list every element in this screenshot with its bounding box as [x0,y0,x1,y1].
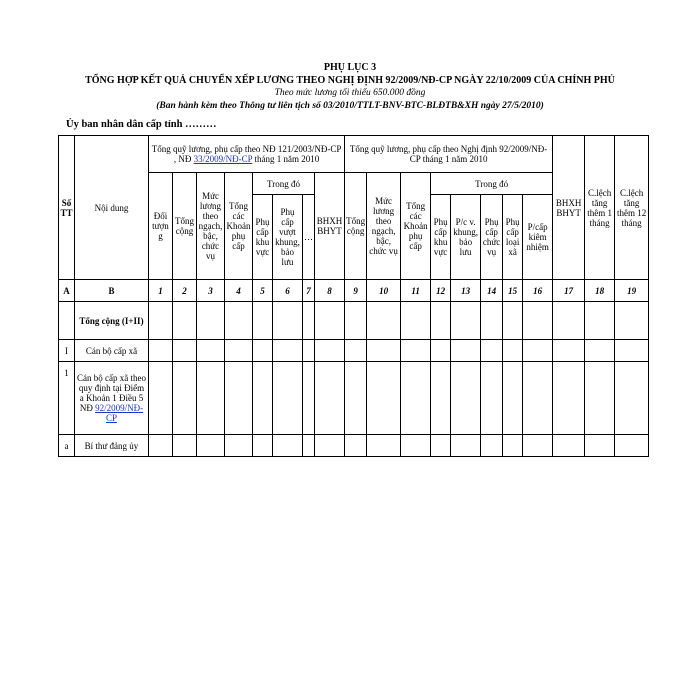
row-content: Tổng cộng (I+II) [75,302,149,340]
group2-header: Tổng quỹ lương, phụ cấp theo Nghị định 92/2009/NĐ-CP tháng 1 năm 2010 [345,136,553,173]
col-stt-header: Số TT [59,136,75,280]
col-commune-type-2: Phụ cấp loại xã [503,195,523,280]
index-cell: 15 [503,280,523,302]
col-salary-2: Mức lương theo ngạch, bậc, chức vụ [367,173,401,280]
col-total-2: Tổng cộng [345,173,367,280]
index-cell: 19 [615,280,649,302]
index-cell: 3 [197,280,225,302]
table-row [59,302,649,340]
col-allowances-1: Tổng các Khoản phụ cấp [225,173,253,280]
of-which-1: Trong đó [253,173,315,195]
col-diff-12-months: C.lệch tăng thêm 12 tháng [615,136,649,280]
index-cell: 5 [253,280,273,302]
col-salary-1: Mức lương theo ngạch, bậc, chức vụ [197,173,225,280]
col-regional-1: Phụ cấp khu vực [253,195,273,280]
of-which-2: Trong đó [431,173,553,195]
group1-text-end: tháng 1 năm 2010 [252,154,320,164]
index-cell: B [75,280,149,302]
row-content-text: Cán bộ cấp xã theo quy định tại Điểm a Khoản 1 Điều 5 NĐ [77,373,146,413]
index-cell: 11 [401,280,431,302]
col-etc-1: … [303,195,315,280]
document-subtitle: Theo mức lương tối thiểu 650.000 đồng [274,88,426,98]
col-insurance-1: BHXH BHYT [315,173,345,280]
index-cell: 10 [367,280,401,302]
index-cell: 17 [553,280,585,302]
table-row [59,340,649,362]
index-cell: 12 [431,280,451,302]
col-concurrent-2: P/cấp kiêm nhiệm [523,195,553,280]
index-cell: 7 [303,280,315,302]
table-row [59,435,649,457]
row-stt: a [59,435,75,457]
row-stt [59,302,75,340]
col-over-frame-1: Phụ cấp vượt khung, bảo lưu [273,195,303,280]
group1-header [149,136,345,173]
index-cell: 16 [523,280,553,302]
index-cell: 13 [451,280,481,302]
row-stt: 1 [59,362,75,435]
col-total-1: Tổng cộng [173,173,197,280]
decree-92-link[interactable]: 92/2009/NĐ-CP [95,403,144,423]
index-cell: 2 [173,280,197,302]
row-content: Cán bộ cấp xã [75,340,149,362]
index-cell: A [59,280,75,302]
index-cell: 9 [345,280,367,302]
decree-33-link[interactable]: 33/2009/NĐ-CP [193,154,253,164]
index-cell: 8 [315,280,345,302]
agency-line: Ủy ban nhân dân cấp tỉnh ……… [66,119,217,130]
row-content [75,362,149,435]
col-regional-2: Phụ cấp khu vực [431,195,451,280]
document-title: TỔNG HỢP KẾT QUẢ CHUYỂN XẾP LƯƠNG THEO NGHỊ ĐỊNH 92/2009/NĐ-CP NGÀY 22/10/2009 CỦA CHÍNH PHỦ [85,75,615,86]
col-insurance-2: BHXH BHYT [553,136,585,280]
row-content: Bí thư đảng ủy [75,435,149,457]
appendix-label: PHỤ LỤC 3 [323,62,377,73]
col-subjects: Đối tượng [149,173,173,280]
row-stt: I [59,340,75,362]
salary-summary-table [58,135,649,457]
column-index-row [59,280,649,302]
group1-text-start: Tổng quỹ lương, phụ cấp theo NĐ 121/2003/NĐ-CP , NĐ [151,144,342,164]
index-cell: 14 [481,280,503,302]
col-allowances-2: Tổng các Khoản phụ cấp [401,173,431,280]
col-position-2: Phụ cấp chức vụ [481,195,503,280]
col-diff-1-month: C.lệch tăng thêm 1 tháng [585,136,615,280]
table-row [59,362,649,435]
index-cell: 18 [585,280,615,302]
index-cell: 6 [273,280,303,302]
col-content-header: Nội dung [75,136,149,280]
col-over-frame-2: P/c v. khung, bảo lưu [451,195,481,280]
issuing-note: (Ban hành kèm theo Thông tư liên tịch số 03/2010/TTLT-BNV-BTC-BLĐTB&XH ngày 27/5/2010) [156,101,544,111]
index-cell: 1 [149,280,173,302]
index-cell: 4 [225,280,253,302]
